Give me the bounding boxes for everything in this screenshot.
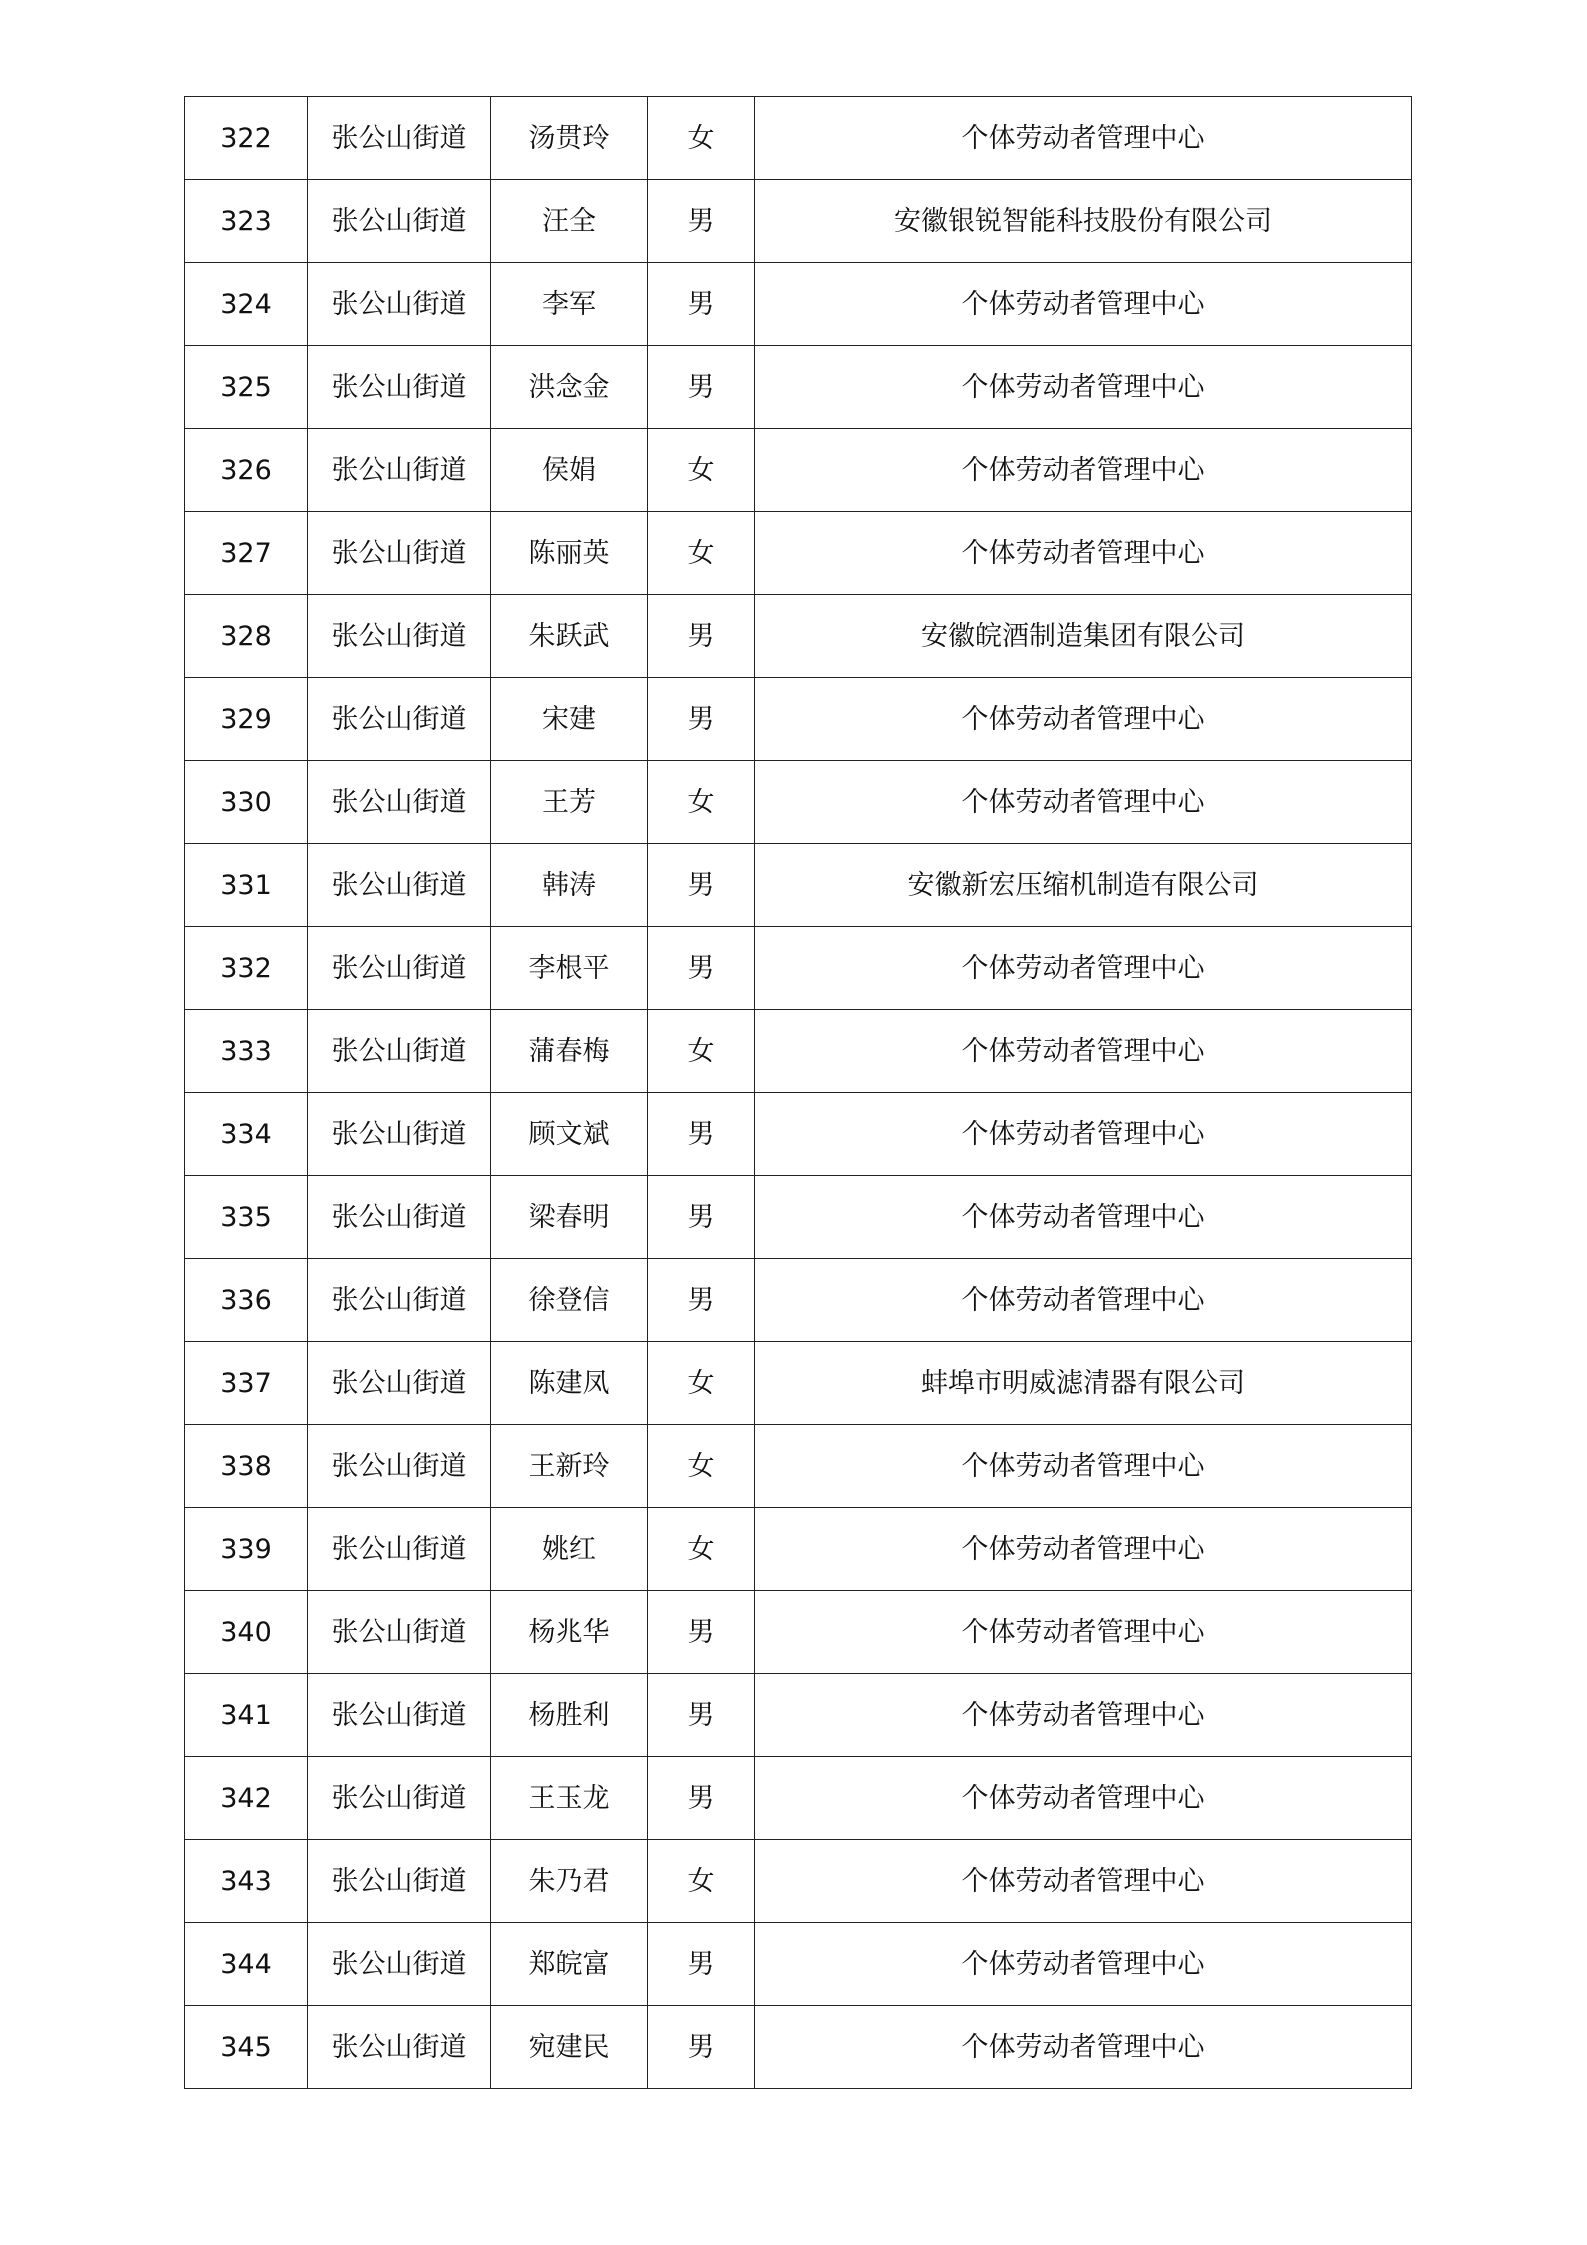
person-name-cell: 徐登信: [491, 1259, 648, 1342]
organization-cell: 个体劳动者管理中心: [755, 1674, 1412, 1757]
street-cell: 张公山街道: [308, 2006, 491, 2089]
organization-cell: 个体劳动者管理中心: [755, 346, 1412, 429]
street-cell: 张公山街道: [308, 1757, 491, 1840]
person-name-cell: 朱乃君: [491, 1840, 648, 1923]
organization-cell: 个体劳动者管理中心: [755, 512, 1412, 595]
street-cell: 张公山街道: [308, 512, 491, 595]
table-row: [185, 1176, 1412, 1259]
row-number-cell: 340: [185, 1591, 308, 1674]
table-row: [185, 1010, 1412, 1093]
street-cell: 张公山街道: [308, 1923, 491, 2006]
organization-cell: 个体劳动者管理中心: [755, 1591, 1412, 1674]
gender-cell: 男: [648, 678, 755, 761]
organization-cell: 个体劳动者管理中心: [755, 1259, 1412, 1342]
row-number-cell: 343: [185, 1840, 308, 1923]
street-cell: 张公山街道: [308, 1342, 491, 1425]
organization-cell: 个体劳动者管理中心: [755, 1840, 1412, 1923]
row-number-cell: 344: [185, 1923, 308, 2006]
table-row: [185, 678, 1412, 761]
street-cell: 张公山街道: [308, 1425, 491, 1508]
organization-cell: 个体劳动者管理中心: [755, 2006, 1412, 2089]
organization-cell: 个体劳动者管理中心: [755, 1757, 1412, 1840]
organization-cell: 个体劳动者管理中心: [755, 1425, 1412, 1508]
table-row: [185, 761, 1412, 844]
gender-cell: 男: [648, 1923, 755, 2006]
person-name-cell: 梁春明: [491, 1176, 648, 1259]
person-name-cell: 陈建凤: [491, 1342, 648, 1425]
organization-cell: 安徽银锐智能科技股份有限公司: [755, 180, 1412, 263]
street-cell: 张公山街道: [308, 844, 491, 927]
gender-cell: 男: [648, 1093, 755, 1176]
person-name-cell: 宛建民: [491, 2006, 648, 2089]
person-name-cell: 姚红: [491, 1508, 648, 1591]
gender-cell: 女: [648, 1508, 755, 1591]
table-row: [185, 1508, 1412, 1591]
street-cell: 张公山街道: [308, 346, 491, 429]
table-row: [185, 2006, 1412, 2089]
organization-cell: 个体劳动者管理中心: [755, 761, 1412, 844]
roster-table-body: [185, 97, 1412, 2089]
table-row: [185, 263, 1412, 346]
row-number-cell: 324: [185, 263, 308, 346]
gender-cell: 男: [648, 1259, 755, 1342]
table-row: [185, 1259, 1412, 1342]
roster-table: [184, 96, 1412, 2089]
organization-cell: 个体劳动者管理中心: [755, 1010, 1412, 1093]
gender-cell: 女: [648, 1840, 755, 1923]
table-row: [185, 429, 1412, 512]
row-number-cell: 336: [185, 1259, 308, 1342]
gender-cell: 女: [648, 1010, 755, 1093]
gender-cell: 男: [648, 595, 755, 678]
gender-cell: 男: [648, 2006, 755, 2089]
table-row: [185, 1757, 1412, 1840]
street-cell: 张公山街道: [308, 1508, 491, 1591]
organization-cell: 安徽皖酒制造集团有限公司: [755, 595, 1412, 678]
table-row: [185, 1840, 1412, 1923]
street-cell: 张公山街道: [308, 1093, 491, 1176]
street-cell: 张公山街道: [308, 1259, 491, 1342]
table-row: [185, 180, 1412, 263]
organization-cell: 安徽新宏压缩机制造有限公司: [755, 844, 1412, 927]
table-row: [185, 1923, 1412, 2006]
row-number-cell: 341: [185, 1674, 308, 1757]
table-row: [185, 1342, 1412, 1425]
row-number-cell: 335: [185, 1176, 308, 1259]
row-number-cell: 330: [185, 761, 308, 844]
organization-cell: 个体劳动者管理中心: [755, 1093, 1412, 1176]
gender-cell: 男: [648, 1674, 755, 1757]
person-name-cell: 朱跃武: [491, 595, 648, 678]
row-number-cell: 329: [185, 678, 308, 761]
gender-cell: 女: [648, 1342, 755, 1425]
table-row: [185, 1425, 1412, 1508]
row-number-cell: 345: [185, 2006, 308, 2089]
organization-cell: 个体劳动者管理中心: [755, 1923, 1412, 2006]
person-name-cell: 王玉龙: [491, 1757, 648, 1840]
row-number-cell: 327: [185, 512, 308, 595]
person-name-cell: 陈丽英: [491, 512, 648, 595]
organization-cell: 个体劳动者管理中心: [755, 429, 1412, 512]
gender-cell: 男: [648, 180, 755, 263]
row-number-cell: 342: [185, 1757, 308, 1840]
table-row: [185, 346, 1412, 429]
person-name-cell: 侯娟: [491, 429, 648, 512]
street-cell: 张公山街道: [308, 927, 491, 1010]
row-number-cell: 334: [185, 1093, 308, 1176]
row-number-cell: 333: [185, 1010, 308, 1093]
organization-cell: 个体劳动者管理中心: [755, 97, 1412, 180]
row-number-cell: 331: [185, 844, 308, 927]
street-cell: 张公山街道: [308, 595, 491, 678]
street-cell: 张公山街道: [308, 1840, 491, 1923]
table-row: [185, 512, 1412, 595]
person-name-cell: 汪全: [491, 180, 648, 263]
street-cell: 张公山街道: [308, 97, 491, 180]
row-number-cell: 338: [185, 1425, 308, 1508]
street-cell: 张公山街道: [308, 761, 491, 844]
gender-cell: 女: [648, 512, 755, 595]
gender-cell: 男: [648, 346, 755, 429]
gender-cell: 女: [648, 429, 755, 512]
gender-cell: 男: [648, 844, 755, 927]
street-cell: 张公山街道: [308, 1591, 491, 1674]
person-name-cell: 李根平: [491, 927, 648, 1010]
organization-cell: 个体劳动者管理中心: [755, 1176, 1412, 1259]
row-number-cell: 326: [185, 429, 308, 512]
row-number-cell: 332: [185, 927, 308, 1010]
table-row: [185, 1674, 1412, 1757]
street-cell: 张公山街道: [308, 180, 491, 263]
person-name-cell: 韩涛: [491, 844, 648, 927]
street-cell: 张公山街道: [308, 1176, 491, 1259]
street-cell: 张公山街道: [308, 429, 491, 512]
row-number-cell: 328: [185, 595, 308, 678]
row-number-cell: 339: [185, 1508, 308, 1591]
table-row: [185, 595, 1412, 678]
person-name-cell: 李军: [491, 263, 648, 346]
row-number-cell: 323: [185, 180, 308, 263]
row-number-cell: 337: [185, 1342, 308, 1425]
person-name-cell: 杨胜利: [491, 1674, 648, 1757]
gender-cell: 女: [648, 761, 755, 844]
organization-cell: 蚌埠市明威滤清器有限公司: [755, 1342, 1412, 1425]
table-row: [185, 1591, 1412, 1674]
gender-cell: 男: [648, 1757, 755, 1840]
gender-cell: 男: [648, 927, 755, 1010]
gender-cell: 男: [648, 1176, 755, 1259]
organization-cell: 个体劳动者管理中心: [755, 263, 1412, 346]
person-name-cell: 顾文斌: [491, 1093, 648, 1176]
street-cell: 张公山街道: [308, 678, 491, 761]
person-name-cell: 郑皖富: [491, 1923, 648, 2006]
street-cell: 张公山街道: [308, 1674, 491, 1757]
person-name-cell: 洪念金: [491, 346, 648, 429]
gender-cell: 女: [648, 1425, 755, 1508]
street-cell: 张公山街道: [308, 1010, 491, 1093]
gender-cell: 男: [648, 1591, 755, 1674]
person-name-cell: 汤贯玲: [491, 97, 648, 180]
street-cell: 张公山街道: [308, 263, 491, 346]
person-name-cell: 宋建: [491, 678, 648, 761]
row-number-cell: 325: [185, 346, 308, 429]
person-name-cell: 蒲春梅: [491, 1010, 648, 1093]
person-name-cell: 王芳: [491, 761, 648, 844]
organization-cell: 个体劳动者管理中心: [755, 678, 1412, 761]
organization-cell: 个体劳动者管理中心: [755, 1508, 1412, 1591]
gender-cell: 男: [648, 263, 755, 346]
table-row: [185, 927, 1412, 1010]
table-row: [185, 844, 1412, 927]
table-row: [185, 1093, 1412, 1176]
person-name-cell: 王新玲: [491, 1425, 648, 1508]
organization-cell: 个体劳动者管理中心: [755, 927, 1412, 1010]
person-name-cell: 杨兆华: [491, 1591, 648, 1674]
table-row: [185, 97, 1412, 180]
gender-cell: 女: [648, 97, 755, 180]
row-number-cell: 322: [185, 97, 308, 180]
